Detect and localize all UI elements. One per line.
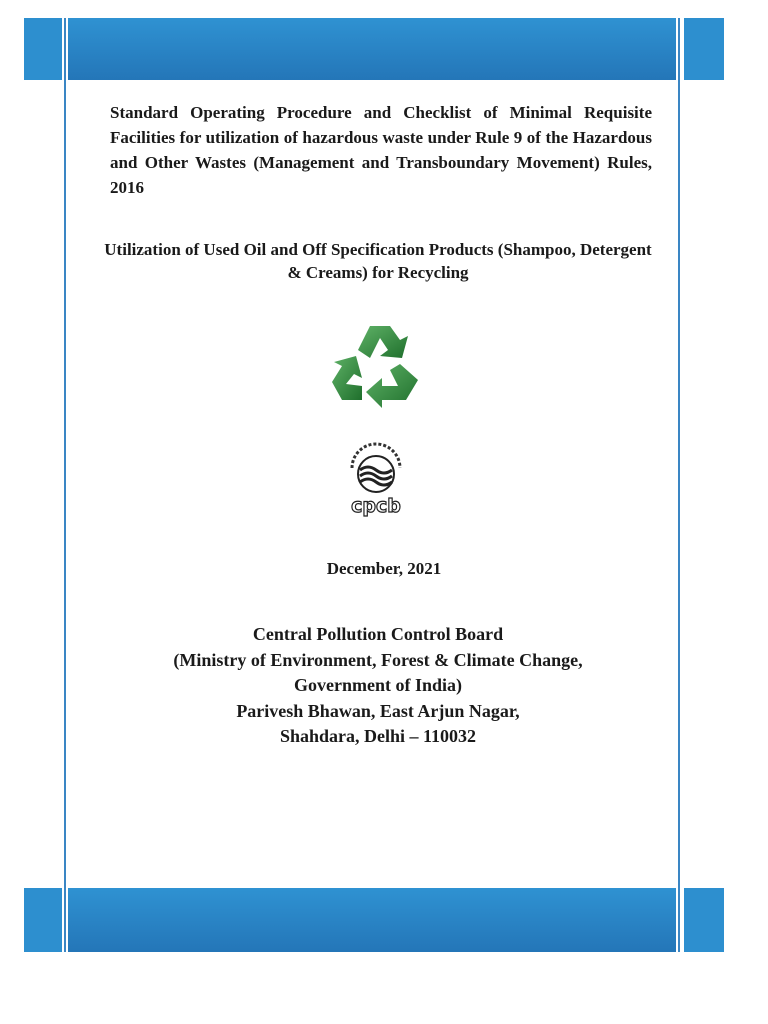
org-government: Government of India) <box>294 675 462 695</box>
right-frame-line <box>678 18 680 952</box>
org-address-line2: Shahdara, Delhi – 110032 <box>279 726 477 746</box>
recycle-icon <box>328 322 422 408</box>
left-frame-line <box>64 18 66 952</box>
cpcb-logo-text: cpcb <box>351 495 401 517</box>
top-right-band <box>684 18 724 80</box>
bottom-right-band <box>684 888 724 952</box>
publication-date: December, 2021 <box>326 559 442 578</box>
org-ministry: (Ministry of Environment, Forest & Climate Change, <box>173 649 583 670</box>
bottom-left-band <box>24 888 62 952</box>
document-subtitle: Utilization of Used Oil and Off Specification Products (Shampoo, Detergent & Creams) for Recycling <box>104 240 652 282</box>
top-left-band <box>24 18 62 80</box>
cpcb-emblem <box>336 440 416 518</box>
bottom-band <box>68 888 676 952</box>
cpcb-logo <box>336 440 416 518</box>
organization-block <box>100 622 656 750</box>
top-band <box>68 18 676 80</box>
document-title: Standard Operating Procedure and Checklist of Minimal Requisite Facilities for utilization of hazardous waste under Rule 9 of the Hazardous and Other Wastes (Management and Transboundary Movement) Rules, 2016 <box>110 103 652 197</box>
org-name: Central Pollution Control Board <box>252 624 504 644</box>
org-address-line1: Parivesh Bhawan, East Arjun Nagar, <box>236 700 520 721</box>
